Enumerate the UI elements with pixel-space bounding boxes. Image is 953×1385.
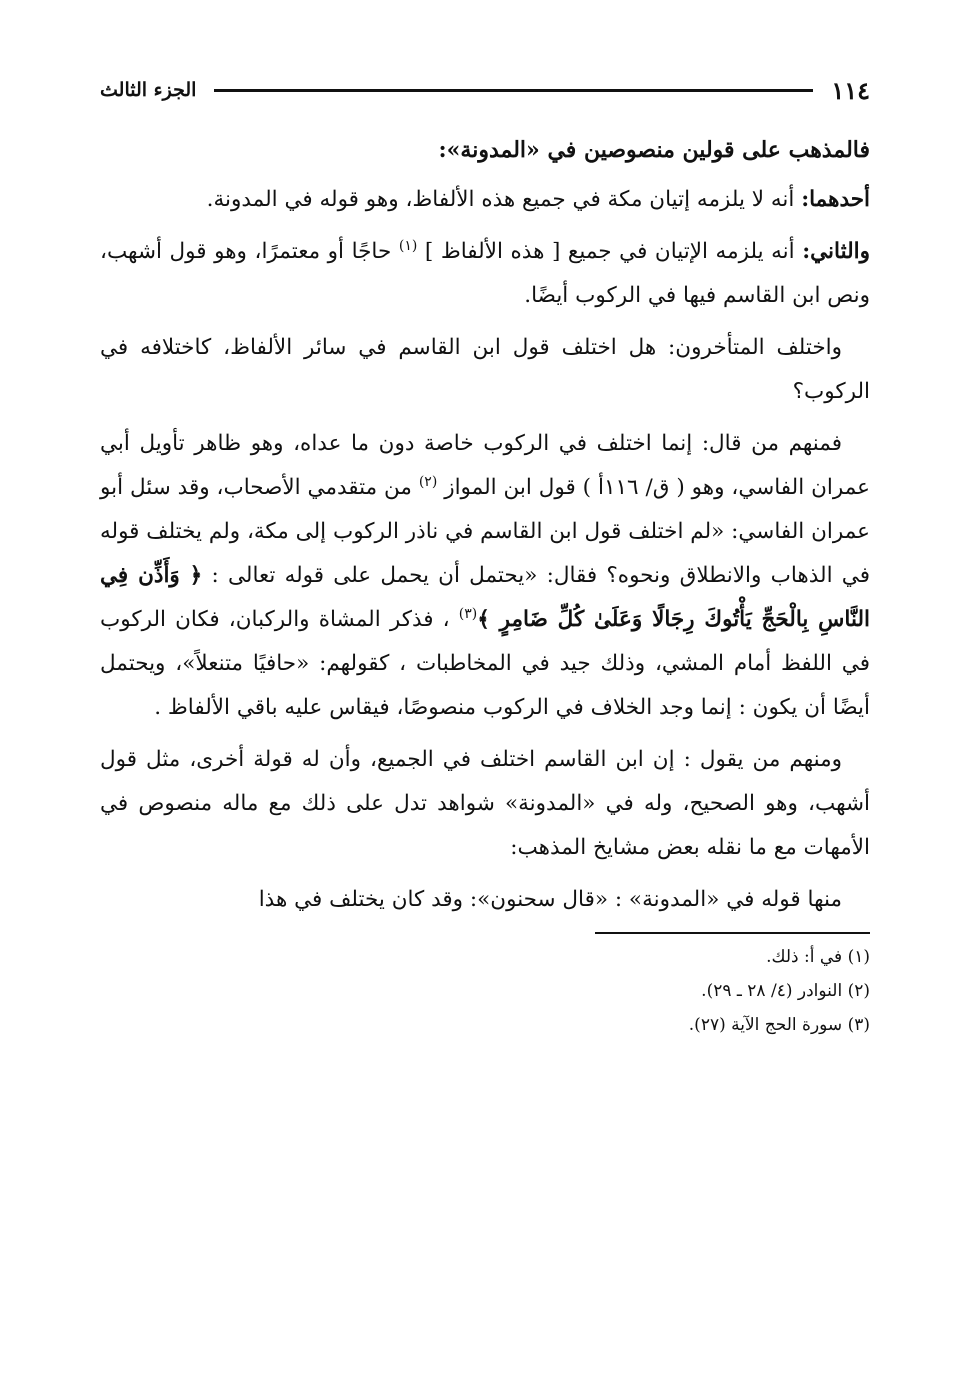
footnote-ref-2: (٢) (418, 473, 438, 490)
page-header (100, 70, 870, 110)
paragraph-second-opinion (100, 230, 870, 318)
second-opinion-lead: والثاني: (802, 239, 870, 264)
paragraph-first-view (100, 422, 870, 730)
page-number: ١١٤ (831, 75, 870, 105)
first-view-text-b: من متقدمي الأصحاب، وقد سئل أبو عمران الفاسي: «لم اختلف قول ابن القاسم في ناذر الركوب إلى مكة، ولم يختلف قوله في الذهاب والانطلاق ونحوه؟ فقال: «يحتمل أن يحمل على قوله تعالى : (100, 475, 870, 588)
paragraph-first-opinion (100, 178, 870, 222)
first-opinion-lead: أحدهما: (801, 187, 870, 212)
paragraph-later-scholars: واختلف المتأخرون: هل اختلف قول ابن القاسم في سائر الألفاظ، كاختلافه في الركوب؟ (100, 335, 870, 404)
book-page (100, 70, 870, 1330)
footnote-ref-3: (٣) (458, 605, 478, 622)
second-opinion-text-b: حاجًا أو معتمرًا، وهو قول أشهب، ونص ابن القاسم فيها في الركوب أيضًا. (100, 239, 870, 308)
main-text (100, 128, 870, 922)
header-rule (214, 89, 813, 92)
quran-verse: ﴿ وَأَذِّن فِي النَّاسِ بِالْحَجِّ يَأْتُوكَ رِجَالًا وَعَلَىٰ كُلِّ ضَامِرٍ ﴾ (100, 563, 870, 632)
footnote-1: (١) في أ: ذلك. (766, 947, 870, 967)
paragraph-second-view: ومنهم من يقول : إن ابن القاسم اختلف في الجميع، وأن له قولة أخرى، مثل قول أشهب، وهو الصحيح، وله في «المدونة» شواهد تدل على ذلك مع ماله منصوص في الأمهات مع ما نقله بعض مشايخ المذهب: (100, 747, 870, 860)
paragraph-evidence: منها قوله في «المدونة» : «قال سحنون»: وقد كان يختلف في هذا (258, 887, 842, 912)
first-view-text-c: ، فذكر المشاة والركبان، فكان الركوب في اللفظ أمام المشي، وذلك جيد في المخاطبات ، كقولهم: «حافيًا متنعلاً»، ويحتمل أيضًا أن يكون : إنما وجد الخلاف في الركوب منصوصًا، فيقاس عليه باقي الألفاظ . (100, 607, 870, 720)
footnote-3: (٣) سورة الحج الآية (٢٧). (688, 1015, 870, 1035)
footnote-2: (٢) النوادر (٤/ ٢٨ ـ ٢٩). (701, 981, 870, 1001)
second-opinion-text-a: أنه يلزمه الإتيان في جميع [ هذه الألفاظ ] (417, 239, 803, 264)
footnote-rule (595, 932, 870, 934)
running-title: الجزء الثالث (100, 79, 197, 101)
footnotes (100, 940, 870, 1042)
first-opinion-text: أنه لا يلزمه إتيان مكة في جميع هذه الألفاظ، وهو قوله في المدونة. (206, 187, 802, 212)
first-view-text-a: فمنهم من قال: إنما اختلف في الركوب خاصة دون ما عداه، وهو ظاهر تأويل أبي عمران الفاسي، وهو ( ق/ ١١٦أ ) قول ابن المواز (100, 431, 870, 500)
section-heading: فالمذهب على قولين منصوصين في «المدونة»: (438, 137, 870, 163)
footnote-ref-1: (١) (398, 237, 418, 254)
